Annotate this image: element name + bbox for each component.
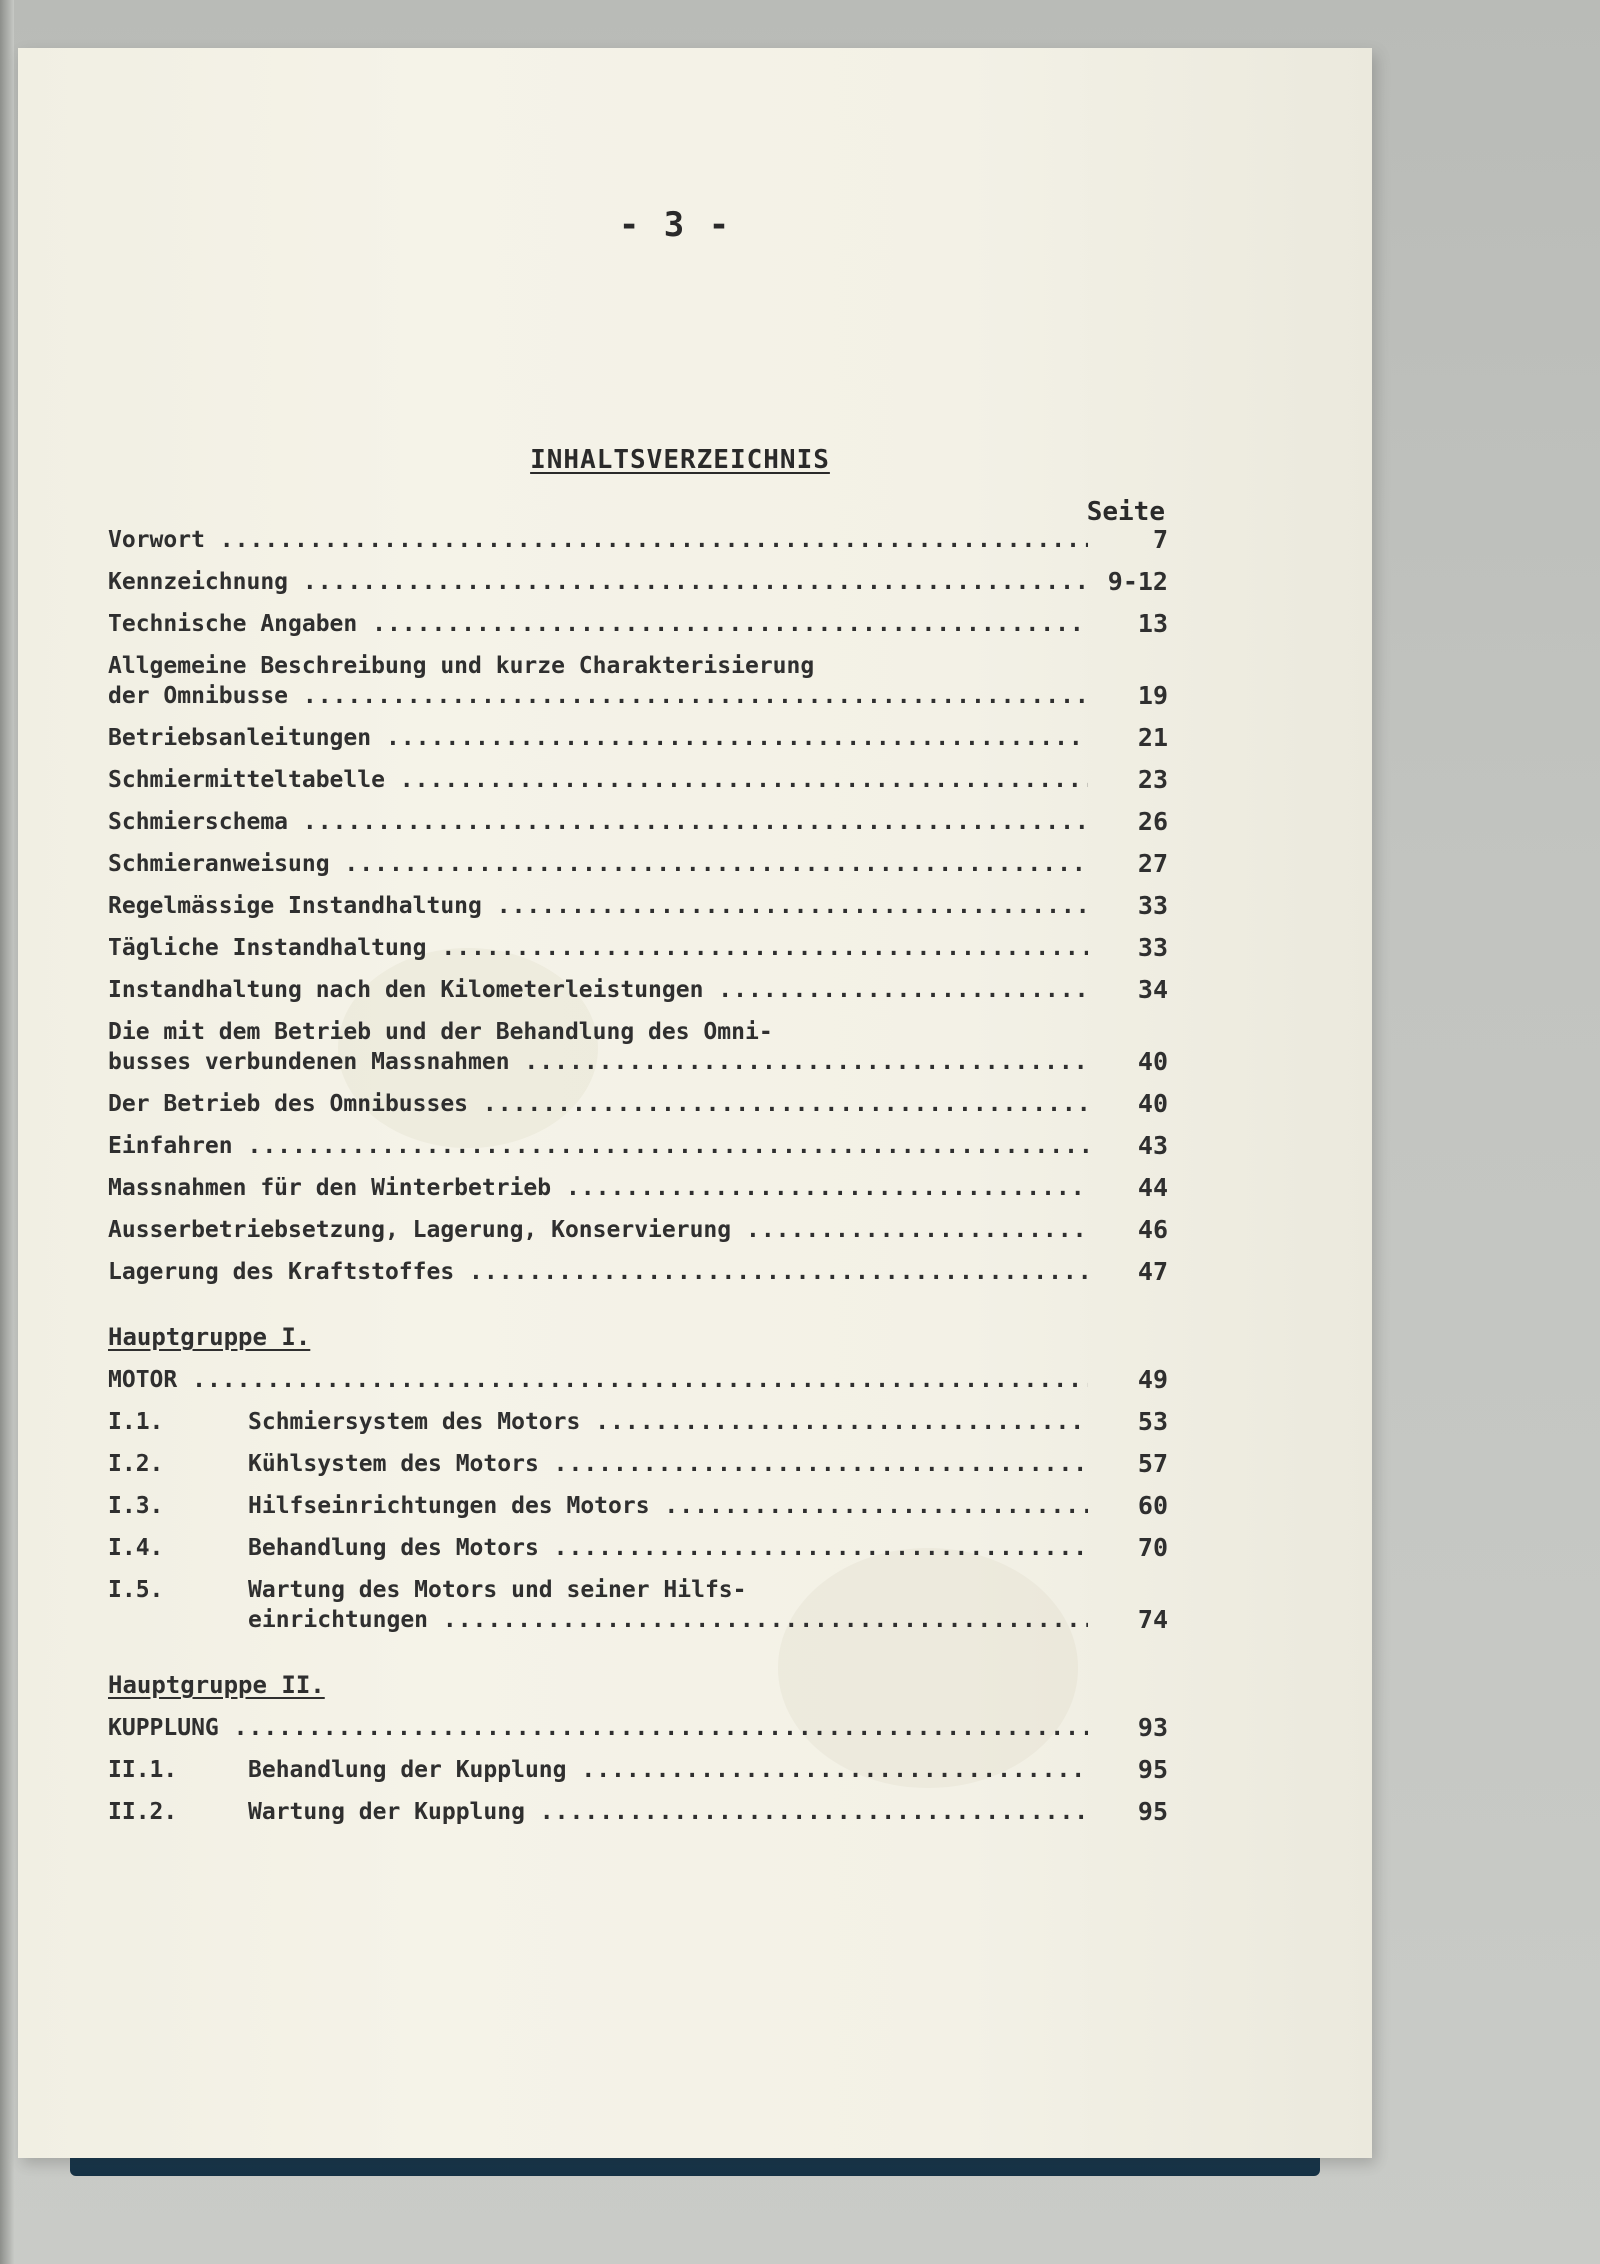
- toc-entry: [108, 567, 1168, 597]
- toc-entry: [108, 1131, 1168, 1161]
- page-column-header: Seite: [1086, 497, 1165, 527]
- toc-entry-label: Kühlsystem des Motors .....: [248, 1451, 1088, 1477]
- book-edge: [0, 0, 14, 2264]
- toc-entry-label: Kennzeichnung .....: [108, 569, 1088, 595]
- group-title-entry: [108, 1365, 1168, 1395]
- group-title: MOTOR .....: [108, 1367, 1088, 1393]
- toc-entry-page: 34: [1137, 975, 1168, 1004]
- toc-entry-label: Betriebsanleitungen .....: [108, 725, 1088, 751]
- toc-entry: [108, 891, 1168, 921]
- toc-entry-page: 13: [1137, 609, 1168, 638]
- subentry-number: I.3.: [108, 1493, 164, 1519]
- toc-subentry: [108, 1491, 1168, 1521]
- toc-title: INHALTSVERZEICHNIS: [530, 445, 830, 475]
- toc-entry-label: Wartung der Kupplung .....: [248, 1799, 1088, 1825]
- toc-subentry: [108, 1449, 1168, 1479]
- toc-entry-page: 43: [1137, 1131, 1168, 1160]
- toc-entry-label-cont: der Omnibusse .....: [108, 681, 1088, 711]
- toc-entry-page: 27: [1137, 849, 1168, 878]
- toc-subentry: [108, 1797, 1168, 1827]
- toc-entry: [108, 1089, 1168, 1119]
- subentry-number: I.1.: [108, 1409, 164, 1435]
- subentry-number: II.1.: [108, 1757, 178, 1783]
- toc-entry-label: Lagerung des Kraftstoffes .....: [108, 1259, 1088, 1285]
- toc-entry-page: 40: [1137, 1089, 1168, 1118]
- group-heading: Hauptgruppe II.: [108, 1671, 325, 1699]
- toc-entry-label: Schmiersystem des Motors .....: [248, 1409, 1088, 1435]
- toc-entry-page: 33: [1137, 933, 1168, 962]
- toc-entry-label: Tägliche Instandhaltung .....: [108, 935, 1088, 961]
- toc-entry-label: Ausserbetriebsetzung, Lagerung, Konservierung .....: [108, 1217, 1088, 1243]
- toc-entry-page: 57: [1137, 1449, 1168, 1478]
- toc-entry-page: 70: [1137, 1533, 1168, 1562]
- toc-entry: [108, 975, 1168, 1005]
- toc-entry: [108, 1017, 1168, 1077]
- toc-entry: [108, 723, 1168, 753]
- toc-entry-page: 95: [1137, 1797, 1168, 1826]
- group-heading: Hauptgruppe I.: [108, 1323, 311, 1351]
- toc-entry-label: Wartung des Motors und seiner Hilfs-: [248, 1577, 747, 1603]
- toc-subentry: [108, 1533, 1168, 1563]
- toc-entry: [108, 651, 1168, 711]
- toc-entry-label-cont: einrichtungen .....: [108, 1605, 1088, 1635]
- toc-entry: [108, 765, 1168, 795]
- toc-entry-label: Vorwort .....: [108, 527, 1088, 553]
- toc-subentry: [108, 1755, 1168, 1785]
- page-number: - 3 -: [618, 205, 732, 245]
- toc-entry-label: Der Betrieb des Omnibusses .....: [108, 1091, 1088, 1117]
- toc-entry: [108, 849, 1168, 879]
- toc-entry-page: 19: [1137, 681, 1168, 710]
- toc-entry-label: Schmierschema .....: [108, 809, 1088, 835]
- toc-entry-page: 9-12: [1107, 567, 1168, 596]
- toc-entry: [108, 609, 1168, 639]
- toc-entry: [108, 1215, 1168, 1245]
- toc-entry-label: Allgemeine Beschreibung und kurze Charakterisierung: [108, 653, 815, 679]
- subentry-number: I.2.: [108, 1451, 164, 1477]
- group-title-entry: [108, 1713, 1168, 1743]
- toc-entry-label: Einfahren .....: [108, 1133, 1088, 1159]
- toc-entry-page: 93: [1137, 1713, 1168, 1742]
- toc-entry-label: Massnahmen für den Winterbetrieb .....: [108, 1175, 1088, 1201]
- toc-entry: [108, 933, 1168, 963]
- toc-entry-page: 53: [1137, 1407, 1168, 1436]
- subentry-number: I.5.: [108, 1577, 164, 1603]
- toc-entry-page: 7: [1152, 525, 1168, 554]
- toc-entry-label: Die mit dem Betrieb und der Behandlung des Omni-: [108, 1019, 773, 1045]
- toc-entry-page: 46: [1137, 1215, 1168, 1244]
- toc-subentry: [108, 1575, 1168, 1635]
- toc-entry-page: 26: [1137, 807, 1168, 836]
- toc-entry: [108, 807, 1168, 837]
- toc-entry: [108, 525, 1168, 555]
- toc-entry-page: 23: [1137, 765, 1168, 794]
- toc-entry-label: Technische Angaben .....: [108, 611, 1088, 637]
- table-of-contents: [108, 525, 1168, 1839]
- toc-entry-page: 60: [1137, 1491, 1168, 1520]
- toc-entry-label: Regelmässige Instandhaltung .....: [108, 893, 1088, 919]
- toc-entry-page: 44: [1137, 1173, 1168, 1202]
- toc-entry-page: 40: [1137, 1047, 1168, 1076]
- toc-entry-label: Behandlung des Motors .....: [248, 1535, 1088, 1561]
- toc-entry-page: 33: [1137, 891, 1168, 920]
- group-title: KUPPLUNG .....: [108, 1715, 1088, 1741]
- toc-entry-page: 21: [1137, 723, 1168, 752]
- toc-entry-label: Schmiermitteltabelle .....: [108, 767, 1088, 793]
- toc-entry-label: Schmieranweisung .....: [108, 851, 1088, 877]
- subentry-number: I.4.: [108, 1535, 164, 1561]
- toc-entry-label: Hilfseinrichtungen des Motors .....: [248, 1493, 1088, 1519]
- toc-entry-label: Behandlung der Kupplung .....: [248, 1757, 1088, 1783]
- toc-entry-label-cont: busses verbundenen Massnahmen .....: [108, 1047, 1088, 1077]
- toc-entry: [108, 1257, 1168, 1287]
- toc-entry-label: Instandhaltung nach den Kilometerleistungen .....: [108, 977, 1088, 1003]
- toc-entry: [108, 1173, 1168, 1203]
- toc-subentry: [108, 1407, 1168, 1437]
- toc-entry-page: 74: [1137, 1605, 1168, 1634]
- toc-entry-page: 47: [1137, 1257, 1168, 1286]
- subentry-number: II.2.: [108, 1799, 178, 1825]
- toc-entry-page: 49: [1137, 1365, 1168, 1394]
- toc-entry-page: 95: [1137, 1755, 1168, 1784]
